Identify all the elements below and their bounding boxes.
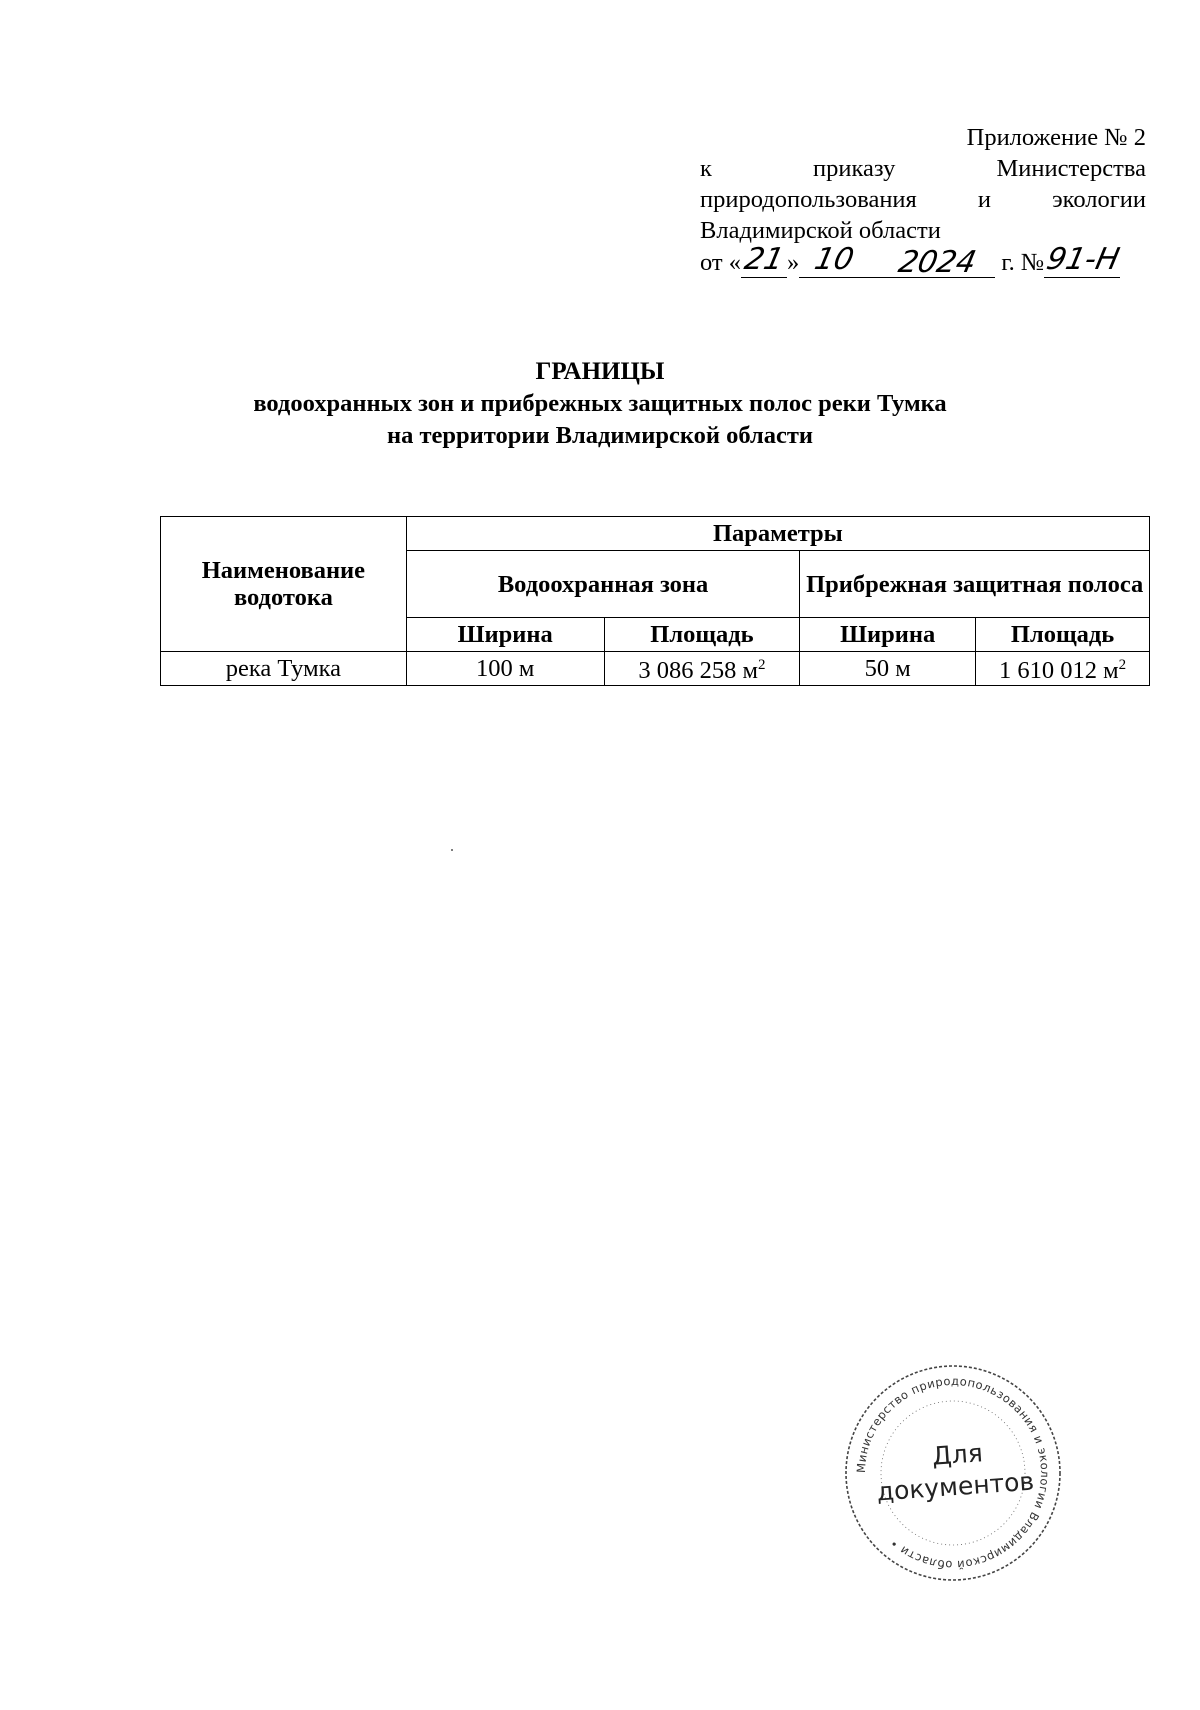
strip-area-exponent: 2 <box>1118 657 1127 674</box>
annex-word-ministry: Министерства <box>996 155 1146 182</box>
strip-area-value: 1 610 012 м <box>999 657 1119 685</box>
header-watercourse-name: Наименование водотока <box>161 517 407 652</box>
cell-watercourse: река Тумка <box>161 652 407 686</box>
date-year: 2024 <box>895 245 980 280</box>
annex-region: Владимирской области <box>700 217 941 244</box>
order-date-line <box>700 242 1146 280</box>
annex-line-order <box>700 153 1146 184</box>
annex-line-ministry <box>700 184 1146 215</box>
document-title <box>0 356 1200 452</box>
annex-word-ecology: экологии <box>1052 186 1146 213</box>
annex-header <box>700 122 1146 278</box>
number-prefix: г. № <box>995 249 1045 276</box>
zone-area-exponent: 2 <box>758 657 766 674</box>
header-water-protection-zone: Водоохранная зона <box>406 551 800 618</box>
order-number: 91-Н <box>1042 242 1122 277</box>
date-day: 21 <box>741 242 787 277</box>
annex-word-k: к <box>700 155 712 182</box>
stamp-center-line-2: документов <box>875 1466 1036 1507</box>
annex-word-and: и <box>977 186 992 213</box>
cell-strip-area <box>976 652 1150 686</box>
cell-strip-width: 50 м <box>800 652 976 686</box>
cell-zone-width: 100 м <box>406 652 604 686</box>
annex-heading: Приложение № 2 <box>966 124 1146 151</box>
table-header-row-1 <box>161 517 1150 551</box>
official-stamp <box>840 1363 1066 1583</box>
title-subtitle-2: на территории Владимирской области <box>386 422 814 449</box>
date-prefix: от « <box>700 249 742 276</box>
table-row <box>161 652 1150 686</box>
header-zone-area: Площадь <box>604 618 800 652</box>
cell-zone-area <box>604 652 800 686</box>
header-strip-width: Ширина <box>800 618 976 652</box>
date-close: » <box>787 249 800 276</box>
stamp-center-line-1: Для <box>931 1438 984 1471</box>
date-month: 10 <box>811 242 858 277</box>
order-number-field <box>1042 242 1122 278</box>
annex-word-order: приказу <box>813 155 896 182</box>
speck <box>451 849 453 851</box>
zone-area-value: 3 086 258 м <box>638 657 758 685</box>
title-subtitle-1: водоохранных зон и прибрежных защитных полос реки Тумка <box>253 390 947 417</box>
header-zone-width: Ширина <box>406 618 604 652</box>
header-strip-area: Площадь <box>976 618 1150 652</box>
header-coastal-protection-strip: Прибрежная защитная полоса <box>800 551 1150 618</box>
stamp-ring-text: Министерство природопользования и экологии Владимирской области • <box>853 1373 1053 1573</box>
date-month-year-field <box>799 242 995 280</box>
header-parameters: Параметры <box>406 517 1149 551</box>
date-day-field <box>741 242 787 278</box>
parameters-table <box>160 516 1150 686</box>
title-main: ГРАНИЦЫ <box>535 358 665 385</box>
annex-word-nature: природопользования <box>700 186 917 213</box>
